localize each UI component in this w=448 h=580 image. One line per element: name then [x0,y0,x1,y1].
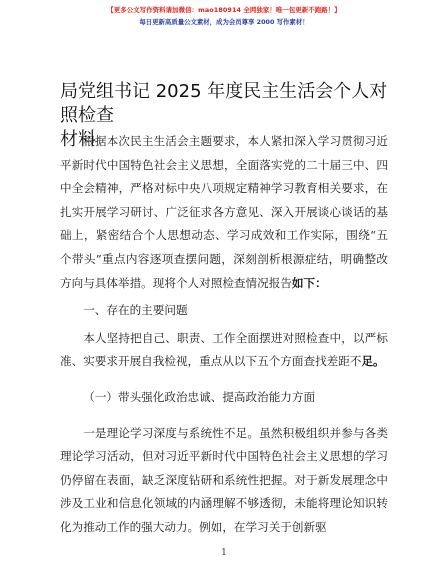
overview-paragraph-text: 本人坚持把自己、职责、工作全面摆进对照检查中，以严标准、实要求开展自我检视，重点从以下五个方面查找差距不 [60,330,388,369]
promo-banner [0,6,448,27]
overview-paragraph [60,327,388,374]
section-heading-main-problems: 一、存在的主要问题 [83,303,188,318]
page-number: 1 [221,548,227,558]
theory-study-paragraph: 一是理论学习深度与系统性不足。虽然积极组织并参与各类理论学习活动，但对习近平新时代中国特色社会主义思想的学习仍停留在表面，缺乏深度钻研和系统性把握。对于新发展理念中涉及工业和信息化领域的内涵理解不够透彻，未能将理论知识转化为推动工作的强大动力。例如，在学习关于创新驱 [60,425,388,534]
document-title-line2: 材料 [60,129,96,150]
promo-banner-line1: 【更多公文写作资料请加微信：mao180914 全网独家！唯一包更新不跑路！】 [107,6,341,14]
intro-paragraph-ending: 如下： [291,275,327,290]
intro-paragraph-text: 根据本次民主生活会主题要求，本人紧扣深入学习贯彻习近平新时代中国特色社会主义思想，全面落实党的二十届三中、四中全会精神，严格对标中央八项规定精神学习教育相关要求，在扎实开展学习研讨、广泛征求各方意见、深入开展谈心谈话的基础上，紧密结合个人思想动态、学习成效和工作实际，围绕“五个带头”重点内容逐项查摆问题，深刻剖析根源症结，明确整改方向与具体举措。现将个人对照检查情况报告 [60,134,388,290]
intro-paragraph [60,130,388,295]
document-body [60,130,388,540]
overview-paragraph-ending: 足。 [361,354,385,369]
subsection-heading-political-loyalty: （一）带头强化政治忠诚、提高政治能力方面 [83,389,316,404]
promo-banner-line2: 每日更新高质量公文素材，成为会员尊享 2000 写作素材！ [139,18,309,26]
document-title-line1: 局党组书记 2025 年度民主生活会个人对照检查 [60,81,388,126]
